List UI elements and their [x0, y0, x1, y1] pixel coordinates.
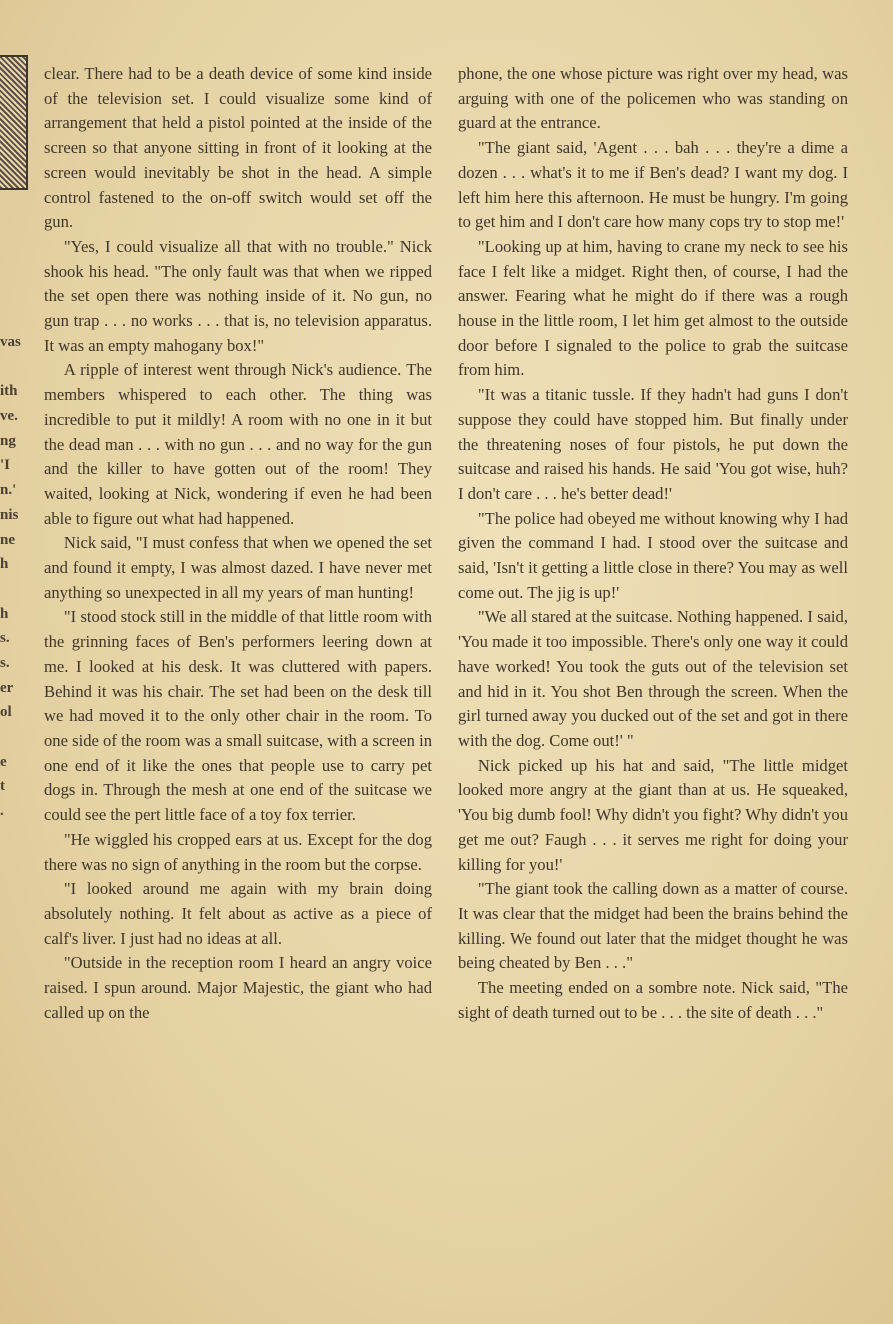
paragraph: Nick picked up his hat and said, "The little midget looked more angry at the giant than at us. He squeaked, 'You big dumb fool! Why didn't you fight? Why didn't you get me out? Faugh . . . it serves me right for doing your killing for you!' — [458, 755, 848, 874]
margin-fragment: h — [0, 605, 9, 622]
margin-fragment: nis — [0, 506, 19, 523]
margin-fragment — [0, 873, 40, 898]
paragraph: "The police had obeyed me without knowing why I had given the command I had. I stood over the suitcase and said, 'Isn't it getting a little close in there? You may as well come out. The jig is up!' — [458, 508, 848, 602]
cropped-illustration-edge — [0, 55, 28, 190]
paragraph: "I stood stock still in the middle of that little room with the grinning faces of Ben's performers leering down at me. I looked at his desk. It was cluttered with papers. Behind it was his chair. The set had been on the desk till we had moved it to the only other chair in the room. To one side of the room was a small suitcase, with a screen in one end of it like the ones that people use to carry pet dogs in. Through the mesh at one end of the suitcase we could see the pert little face of a toy fox terrier. — [44, 607, 432, 825]
left-text-column — [44, 62, 432, 1025]
margin-fragment — [0, 898, 40, 923]
paragraph: A ripple of interest went through Nick's audience. The members whispered to each other. The thing was incredible to put it mildly! A room with no one in it but the dead man . . . with no gun . . . and no way for the gun and the killer to have gotten out of the room! They waited, looking at Nick, wondering if even he had been able to figure out what had happened. — [44, 360, 432, 528]
margin-fragment — [0, 848, 40, 873]
paragraph: phone, the one whose picture was right over my head, was arguing with one of the policemen who was standing on guard at the entrance. — [458, 64, 848, 133]
margin-fragment: 'I — [0, 457, 11, 474]
margin-fragment: e — [0, 753, 7, 770]
paragraph: "We all stared at the suitcase. Nothing happened. I said, 'You made it too impossible. There's only one way it could have worked! You took the guts out of the television set and hid in it. You shot Ben through the screen. When the girl turned away you ducked out of the set and got in there with the dog. Come out!' " — [458, 607, 848, 750]
paragraph: "I looked around me again with my brain doing absolutely nothing. It felt about as active as a piece of calf's liver. I just had no ideas at all. — [44, 879, 432, 948]
margin-fragment: n.' — [0, 482, 17, 499]
margin-fragment: s. — [0, 630, 10, 647]
margin-fragment: ith — [0, 383, 18, 400]
margin-fragment — [0, 725, 40, 750]
paragraph: "The giant said, 'Agent . . . bah . . . they're a dime a dozen . . . what's it to me if Ben's dead? I want my dog. I left him here this afternoon. He must be hungry. I'm going to get him and I don't care how many cops try to stop me!' — [458, 138, 848, 232]
margin-fragment: . — [0, 803, 4, 820]
paragraph: "Yes, I could visualize all that with no trouble." Nick shook his head. "The only fault was that when we ripped the set open there was nothing inside of it. No gun, no gun trap . . . no works . . . that is, no television apparatus. It was an empty mahogany box!" — [44, 236, 432, 355]
margin-fragment: h — [0, 556, 9, 573]
margin-fragment: ol — [0, 704, 12, 721]
paragraph: "It was a titanic tussle. If they hadn't had guns I don't suppose they could have stopped him. But finally under the threatening noses of four pistols, he put down the suitcase and raised his hands. He said 'You got wise, huh? I don't care . . . he's better dead!' — [458, 385, 848, 503]
paragraph: "Looking up at him, having to crane my neck to see his face I felt like a midget. Right then, of course, I had the answer. Fearing what he might do if there was a rough house in the little room, I let him get almost to the outside door before I signaled to the police to grab the suitcase from him. — [458, 236, 848, 380]
paragraph: Nick said, "I must confess that when we opened the set and found it empty, I was almost dazed. I have never met anything so unexpected in all my years of man hunting! — [44, 533, 432, 602]
margin-fragment — [0, 824, 40, 849]
margin-fragment: t — [0, 778, 5, 795]
margin-fragment — [0, 355, 40, 380]
paragraph: The meeting ended on a sombre note. Nick said, "The sight of death turned out to be . . . the site of death . . ." — [458, 978, 848, 1022]
paragraph: clear. There had to be a death device of some kind inside of the television set. I could visualize some kind of arrangement that held a pistol pointed at the inside of the screen so that anyone sitting in front of it looking at the screen would inevitably be shot in the head. A simple control fastened to the on-off switch would set off the gun. — [44, 64, 432, 232]
margin-fragment: s. — [0, 654, 10, 671]
paragraph: "He wiggled his cropped ears at us. Except for the dog there was no sign of anything in the room but the corpse. — [44, 829, 432, 874]
margin-fragment — [0, 577, 40, 602]
margin-fragment: ng — [0, 432, 16, 449]
margin-fragment: er — [0, 679, 14, 696]
margin-fragment: ne — [0, 531, 15, 548]
right-text-column — [458, 62, 848, 1025]
previous-page-margin-fragments — [0, 330, 40, 923]
margin-fragment: vas — [0, 334, 21, 350]
paragraph: "The giant took the calling down as a matter of course. It was clear that the midget had been the brains behind the killing. We found out later that the midget thought he was being cheated by Ben . . ." — [458, 879, 848, 973]
paragraph: "Outside in the reception room I heard an angry voice raised. I spun around. Major Majestic, the giant who had called up on the — [44, 953, 432, 1022]
margin-fragment: ve. — [0, 408, 18, 425]
